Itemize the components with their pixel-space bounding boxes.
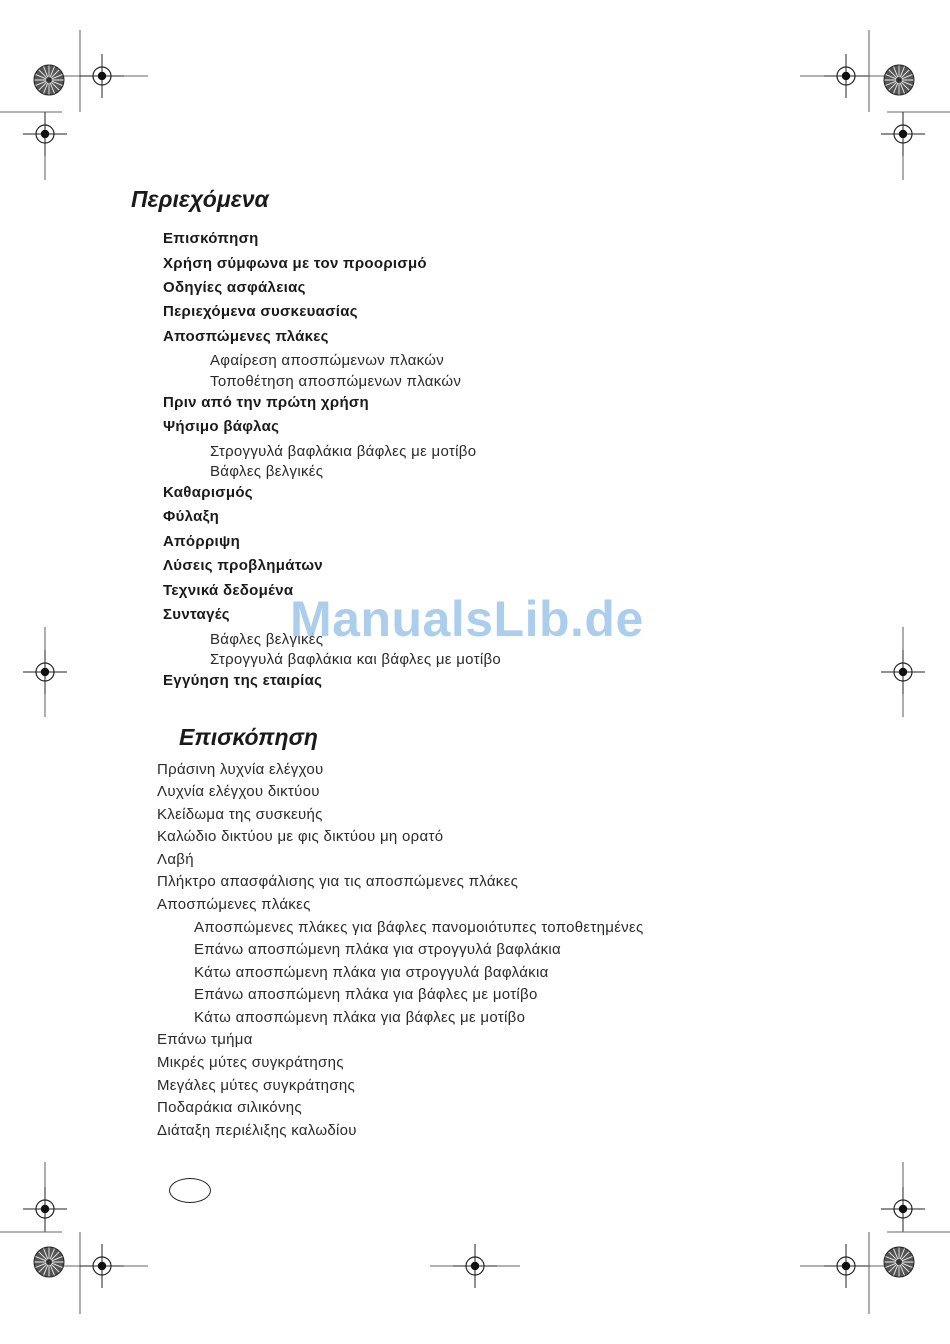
overview-item: Αποσπώμενες πλάκες <box>157 896 311 913</box>
overview-item: Κλείδωμα της συσκευής <box>157 806 323 823</box>
toc-item: Χρήση σύμφωνα με τον προορισμό <box>163 255 427 272</box>
toc-subitem: Στρογγυλά βαφλάκια βάφλες με μοτίβο <box>210 443 477 460</box>
overview-subitem: Επάνω αποσπώμενη πλάκα για βάφλες με μοτίβο <box>194 986 538 1003</box>
toc-item: Ψήσιμο βάφλας <box>163 418 280 435</box>
toc-item: Περιεχόμενα συσκευασίας <box>163 303 358 320</box>
toc-item: Καθαρισμός <box>163 484 253 501</box>
toc-item: Εγγύηση της εταιρίας <box>163 672 323 689</box>
overview-subitem: Επάνω αποσπώμενη πλάκα για στρογγυλά βαφλάκια <box>194 941 561 958</box>
overview-subitem: Κάτω αποσπώμενη πλάκα για στρογγυλά βαφλάκια <box>194 964 549 981</box>
toc-subitem: Τοποθέτηση αποσπώμενων πλακών <box>210 373 462 390</box>
overview-item: Πράσινη λυχνία ελέγχου <box>157 761 324 778</box>
overview-item: Επάνω τμήμα <box>157 1031 253 1048</box>
overview-heading: Επισκόπηση <box>179 724 318 750</box>
page-number-badge <box>169 1178 211 1203</box>
toc-subitem: Αφαίρεση αποσπώμενων πλακών <box>210 352 445 369</box>
toc-subitem: Βάφλες βελγικές <box>210 463 324 480</box>
overview-item: Πλήκτρο απασφάλισης για τις αποσπώμενες πλάκες <box>157 873 519 890</box>
contents-heading: Περιεχόμενα <box>131 186 269 212</box>
toc-item: Συνταγές <box>163 606 230 623</box>
toc-item: Αποσπώμενες πλάκες <box>163 328 329 345</box>
overview-item: Διάταξη περιέλιξης καλωδίου <box>157 1122 357 1139</box>
overview-subitem: Αποσπώμενες πλάκες για βάφλες πανομοιότυπες τοποθετημένες <box>194 919 644 936</box>
overview-item: Μικρές μύτες συγκράτησης <box>157 1054 344 1071</box>
overview-item: Μεγάλες μύτες συγκράτησης <box>157 1077 356 1094</box>
toc-item: Πριν από την πρώτη χρήση <box>163 394 369 411</box>
toc-item: Τεχνικά δεδομένα <box>163 582 294 599</box>
overview-subitem: Κάτω αποσπώμενη πλάκα για βάφλες με μοτίβο <box>194 1009 526 1026</box>
overview-item: Καλώδιο δικτύου με φις δικτύου μη ορατό <box>157 828 444 845</box>
toc-item: Φύλαξη <box>163 508 220 525</box>
toc-item: Επισκόπηση <box>163 230 259 247</box>
toc-item: Λύσεις προβλημάτων <box>163 557 323 574</box>
watermark: ManualsLib.de <box>290 591 644 647</box>
overview-item: Ποδαράκια σιλικόνης <box>157 1099 302 1116</box>
toc-subitem: Βάφλες βελγικές <box>210 631 324 648</box>
overview-item: Λυχνία ελέγχου δικτύου <box>157 783 320 800</box>
toc-item: Οδηγίες ασφάλειας <box>163 279 306 296</box>
toc-item: Απόρριψη <box>163 533 241 550</box>
toc-subitem: Στρογγυλά βαφλάκια και βάφλες με μοτίβο <box>210 651 502 668</box>
overview-item: Λαβή <box>157 851 194 868</box>
